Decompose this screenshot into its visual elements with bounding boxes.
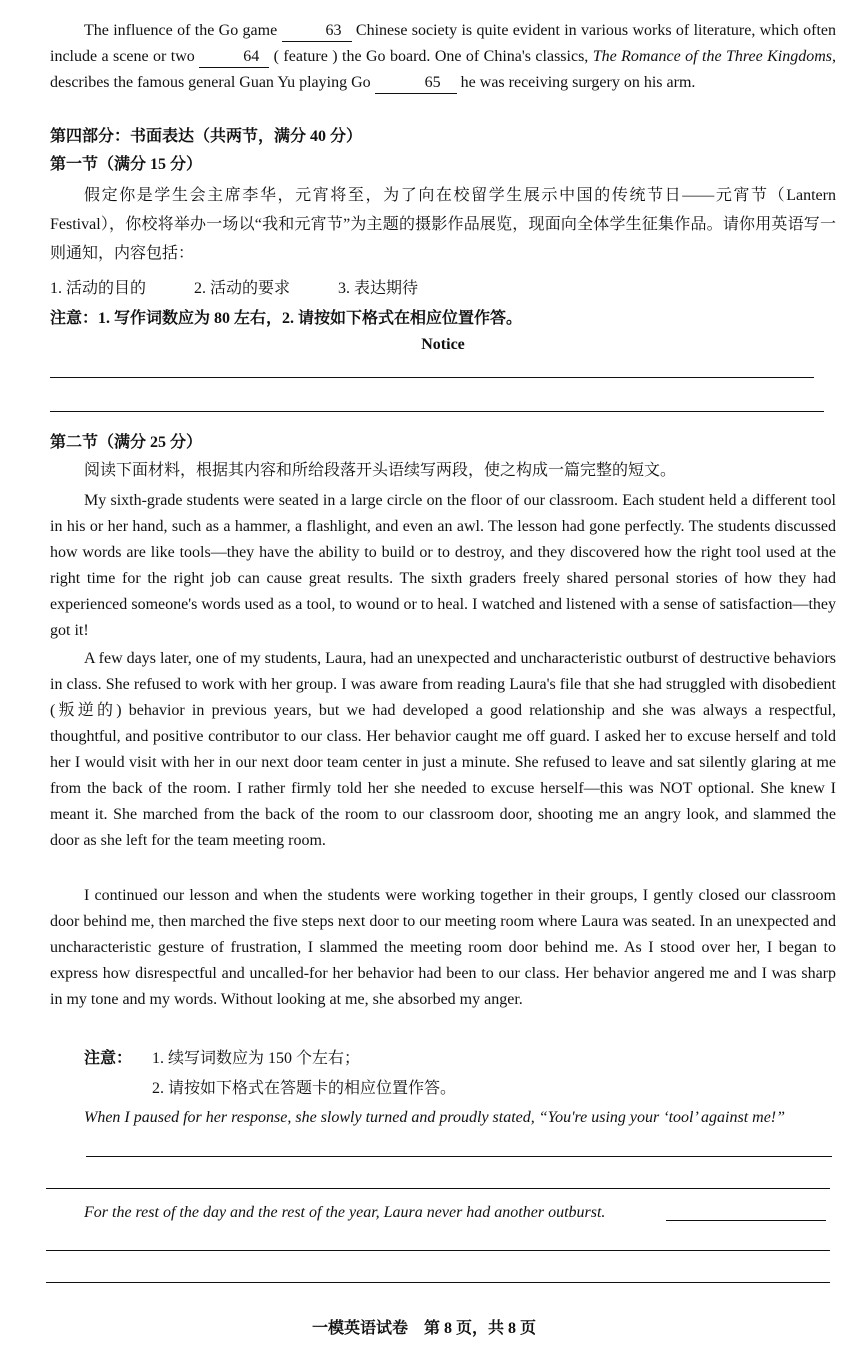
- blank-63[interactable]: 63: [282, 21, 352, 42]
- cloze-text: he was receiving surgery on his arm.: [460, 74, 696, 91]
- cloze-text: ( feature ) the Go board. One of China's classics,: [273, 48, 589, 65]
- paragraph-starter-2: For the rest of the day and the rest of the year, Laura never had another outburst.: [84, 1204, 606, 1221]
- story-paragraph-1: My sixth-grade students were seated in a large circle on the floor of our classroom. Each student held a different tool in his or her hand, such as a hammer, a flashlight, and even an awl. The lesson had gone perfectly. The students discussed how words are like tools—they have the ability to build or to destroy, and they discovered how the right tool used at the right time for the right job can cause great results. The sixth graders freely shared personal stories of how they had experienced someone's words used as a tool, to wound or to heal. I watched and listened with a sense of satisfaction—they got it!: [50, 492, 836, 639]
- note-item-1: 1. 续写词数应为 150 个左右；: [152, 1050, 361, 1067]
- section2-heading: 第二节（满分 25 分）: [50, 434, 203, 451]
- item-3: 3. 表达期待: [338, 280, 419, 297]
- item-1: 1. 活动的目的: [50, 280, 147, 297]
- part4-heading: 第四部分：书面表达（共两节，满分 40 分）: [50, 128, 363, 145]
- story-paragraph-2: A few days later, one of my students, Laura, had an unexpected and uncharacteristic outburst of destructive behaviors in class. She refused to work with her group. I was aware from reading Laura's file that she had struggled with disobedient (叛逆的) behavior in previous years, but we had developed a good relationship and she was always a respectful, thoughtful, and positive contributor to our class. Her behavior caught me off guard. I asked her to excuse herself and told her I would visit with her in our next door team center in just a minute. She refused to leave and sat silently glaring at me from the back of the room. I rather firmly told her she needed to excuse herself—this was NOT optional. She knew I meant it. She marched from the back of the room to our classroom door, shooting me an angry look, and slammed the door as she left for the team meeting room.: [50, 650, 836, 849]
- answer-line[interactable]: [666, 1220, 826, 1221]
- cloze-text: , describes the famous general Guan Yu playing Go: [50, 48, 837, 91]
- book-title: The Romance of the Three Kingdoms: [592, 48, 833, 65]
- cloze-passage: [50, 18, 836, 96]
- answer-line[interactable]: [46, 1282, 830, 1283]
- section1-prompt: 假定你是学生会主席李华，元宵将至，为了向在校留学生展示中国的传统节日——元宵节（Lantern Festival），你校将举办一场以“我和元宵节”为主题的摄影作品展览，现面向全体学生征集作品。请你用英语写一则通知，内容包括：: [50, 187, 836, 262]
- section2-note: [84, 1046, 360, 1072]
- page-footer: 一模英语试卷 第 8 页，共 8 页: [311, 1320, 536, 1337]
- note-item-2-row: [152, 1076, 456, 1102]
- section1-heading: 第一节（满分 15 分）: [50, 156, 203, 173]
- cloze-text: which often include a scene or two: [50, 22, 836, 65]
- section1-note: 注意：1. 写作词数应为 80 左右，2. 请按如下格式在相应位置作答。: [50, 310, 523, 327]
- answer-line[interactable]: [86, 1156, 832, 1157]
- item-2: 2. 活动的要求: [194, 280, 291, 297]
- blank-64[interactable]: 64: [199, 47, 269, 68]
- note-label: 注意：: [84, 1050, 133, 1067]
- cloze-text: Chinese society is quite evident in various works of literature,: [355, 22, 756, 39]
- section2-instruction: 阅读下面材料，根据其内容和所给段落开头语续写两段，使之构成一篇完整的短文。: [84, 462, 677, 479]
- answer-line[interactable]: [46, 1188, 830, 1189]
- note-item-2: 2. 请按如下格式在答题卡的相应位置作答。: [152, 1080, 457, 1097]
- story-paragraph-3: I continued our lesson and when the students were working together in their groups, I gently closed our classroom door behind me, then marched the five steps next door to our meeting room where Laura was seated. In an unexpected and uncharacteristic gesture of frustration, I slammed the meeting room door behind me. As I stood over her, I began to express how disrespectful and uncalled-for her behavior had been to our class. Her behavior angered me and I was sharp in my tone and my words. Without looking at me, she absorbed my anger.: [50, 887, 836, 1008]
- blank-65[interactable]: 65: [375, 73, 457, 94]
- section1-items: [50, 276, 836, 302]
- notice-title: Notice: [421, 336, 465, 353]
- cloze-text: The influence of the Go game: [84, 22, 278, 39]
- answer-line[interactable]: [50, 411, 824, 412]
- paragraph-starter-1: When I paused for her response, she slowly turned and proudly stated, “You're using your ‘tool’ against me!”: [84, 1109, 786, 1126]
- answer-line[interactable]: [46, 1250, 830, 1251]
- answer-line[interactable]: [50, 377, 814, 378]
